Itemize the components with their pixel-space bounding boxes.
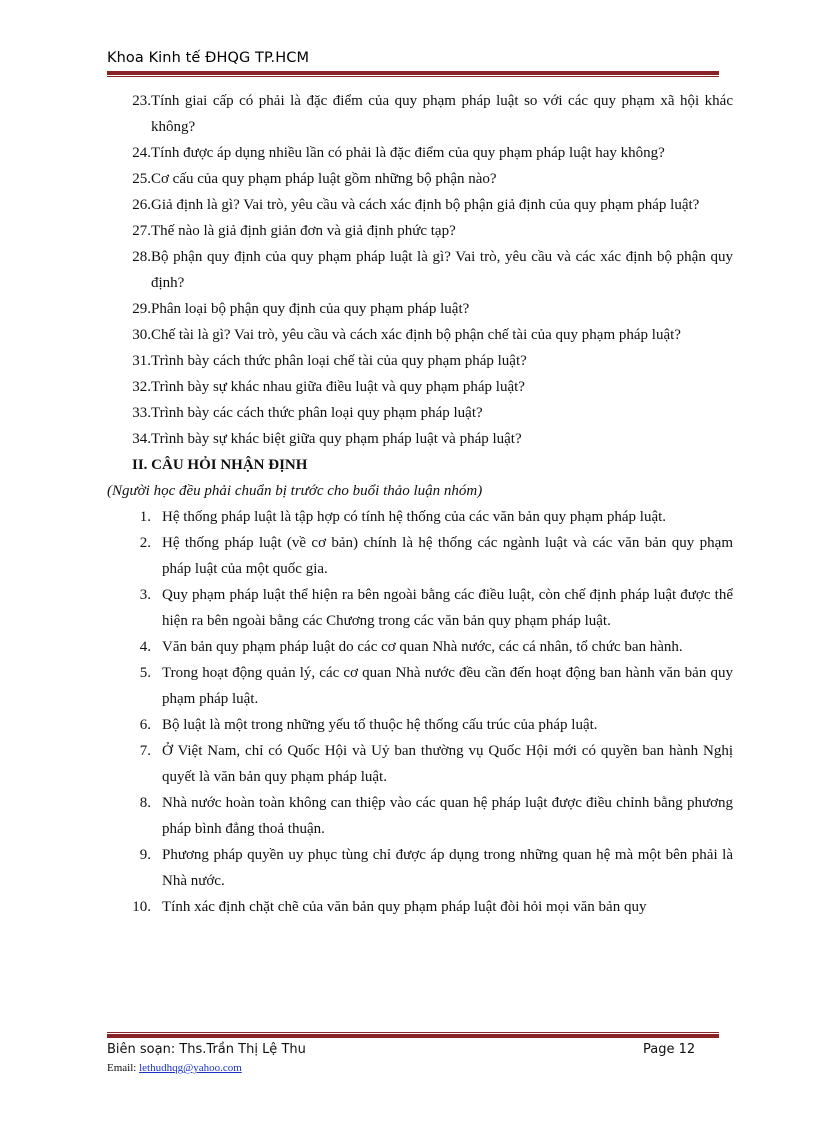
question-number: 30. [132, 327, 151, 343]
question-number: 7. [139, 743, 151, 759]
question-text: Trình bày sự khác nhau giữa điều luật và quy phạm pháp luật? [151, 379, 525, 395]
footer-author: Biên soạn: Ths.Trần Thị Lệ Thu [107, 1042, 306, 1057]
question-text: Quy phạm pháp luật thể hiện ra bên ngoài bằng các điều luật, còn chế định pháp luật được thể hiện ra bên ngoài bằng các Chương trong các văn bản quy phạm pháp luật. [162, 587, 733, 629]
question-text: Phương pháp quyền uy phục tùng chỉ được áp dụng trong những quan hệ mà một bên phải là Nhà nước. [162, 847, 733, 889]
question-item [107, 166, 733, 192]
question-item [107, 322, 733, 348]
question-list-part1 [107, 88, 733, 452]
question-item [107, 894, 733, 920]
question-number: 1. [139, 509, 151, 525]
question-item [107, 426, 733, 452]
question-number: 33. [132, 405, 151, 421]
question-item [107, 634, 733, 660]
question-number: 4. [139, 639, 151, 655]
question-text: Tính giai cấp có phải là đặc điểm của quy phạm pháp luật so với các quy phạm xã hội khác không? [151, 93, 733, 135]
question-number: 3. [139, 587, 151, 603]
question-text: Thế nào là giả định giản đơn và giả định phức tạp? [151, 223, 456, 239]
footer-rule [107, 1031, 719, 1038]
question-item [107, 140, 733, 166]
question-number: 29. [132, 301, 151, 317]
question-text: Trong hoạt động quản lý, các cơ quan Nhà nước đều cần đến hoạt động ban hành văn bản quy phạm pháp luật. [162, 665, 733, 707]
section-title: II. CÂU HỎI NHẬN ĐỊNH [132, 457, 308, 473]
question-item [107, 582, 733, 634]
question-text: Nhà nước hoàn toàn không can thiệp vào các quan hệ pháp luật được điều chỉnh bằng phương pháp bình đẳng thoả thuận. [162, 795, 733, 837]
question-number: 25. [132, 171, 151, 187]
question-number: 34. [132, 431, 151, 447]
question-item [107, 348, 733, 374]
question-item [107, 192, 733, 218]
section-note: (Người học đều phải chuẩn bị trước cho buổi thảo luận nhóm) [107, 483, 483, 499]
question-text: Ở Việt Nam, chỉ có Quốc Hội và Uỷ ban thường vụ Quốc Hội mới có quyền ban hành Nghị quyết là văn bản quy phạm pháp luật. [162, 743, 733, 785]
question-number: 5. [139, 665, 151, 681]
question-text: Chế tài là gì? Vai trò, yêu cầu và cách xác định bộ phận chế tài của quy phạm pháp luật? [151, 327, 681, 343]
question-text: Hệ thống pháp luật là tập hợp có tính hệ thống của các văn bản quy phạm pháp luật. [162, 509, 667, 525]
question-text: Trình bày các cách thức phân loại quy phạm pháp luật? [151, 405, 483, 421]
question-text: Trình bày cách thức phân loại chế tài của quy phạm pháp luật? [151, 353, 527, 369]
question-text: Phân loại bộ phận quy định của quy phạm pháp luật? [151, 301, 470, 317]
question-text: Tính được áp dụng nhiều lần có phải là đặc điểm của quy phạm pháp luật hay không? [151, 145, 665, 161]
question-number: 24. [132, 145, 151, 161]
question-item [107, 504, 733, 530]
header-rule [107, 71, 719, 77]
question-text: Cơ cấu của quy phạm pháp luật gồm những bộ phận nào? [151, 171, 497, 187]
question-item [107, 660, 733, 712]
question-text: Tính xác định chặt chẽ của văn bản quy phạm pháp luật đòi hỏi mọi văn bản quy [162, 899, 647, 915]
page-number: Page 12 [643, 1042, 696, 1057]
question-number: 26. [132, 197, 151, 213]
question-item [107, 296, 733, 322]
question-text: Trình bày sự khác biệt giữa quy phạm pháp luật và pháp luật? [151, 431, 522, 447]
question-number: 10. [132, 899, 151, 915]
question-text: Văn bản quy phạm pháp luật do các cơ quan Nhà nước, các cá nhân, tổ chức ban hành. [162, 639, 683, 655]
footer-email [107, 1062, 242, 1074]
question-number: 2. [139, 535, 151, 551]
question-number: 6. [139, 717, 151, 733]
question-number: 28. [132, 249, 151, 265]
question-item [107, 712, 733, 738]
question-list-part2 [107, 504, 733, 920]
question-item [107, 374, 733, 400]
question-number: 9. [139, 847, 151, 863]
question-text: Bộ phận quy định của quy phạm pháp luật là gì? Vai trò, yêu cầu và các xác định bộ phận quy định? [151, 249, 733, 291]
question-number: 27. [132, 223, 151, 239]
email-label: Email: [107, 1062, 140, 1074]
page-content [107, 88, 733, 920]
question-number: 23. [132, 93, 151, 109]
question-item [107, 218, 733, 244]
question-item [107, 88, 733, 140]
question-number: 31. [132, 353, 151, 369]
question-number: 8. [139, 795, 151, 811]
question-item [107, 790, 733, 842]
header-title: Khoa Kinh tế ĐHQG TP.HCM [107, 50, 310, 66]
question-item [107, 738, 733, 790]
question-item [107, 244, 733, 296]
email-link[interactable]: lethudhqg@yahoo.com [139, 1062, 242, 1074]
question-text: Giả định là gì? Vai trò, yêu cầu và cách xác định bộ phận giả định của quy phạm pháp luật? [151, 197, 700, 213]
question-number: 32. [132, 379, 151, 395]
question-text: Hệ thống pháp luật (về cơ bản) chính là hệ thống các ngành luật và các văn bản quy phạm pháp luật của một quốc gia. [162, 535, 733, 577]
question-text: Bộ luật là một trong những yếu tố thuộc hệ thống cấu trúc của pháp luật. [162, 717, 598, 733]
question-item [107, 400, 733, 426]
question-item [107, 530, 733, 582]
question-item [107, 842, 733, 894]
